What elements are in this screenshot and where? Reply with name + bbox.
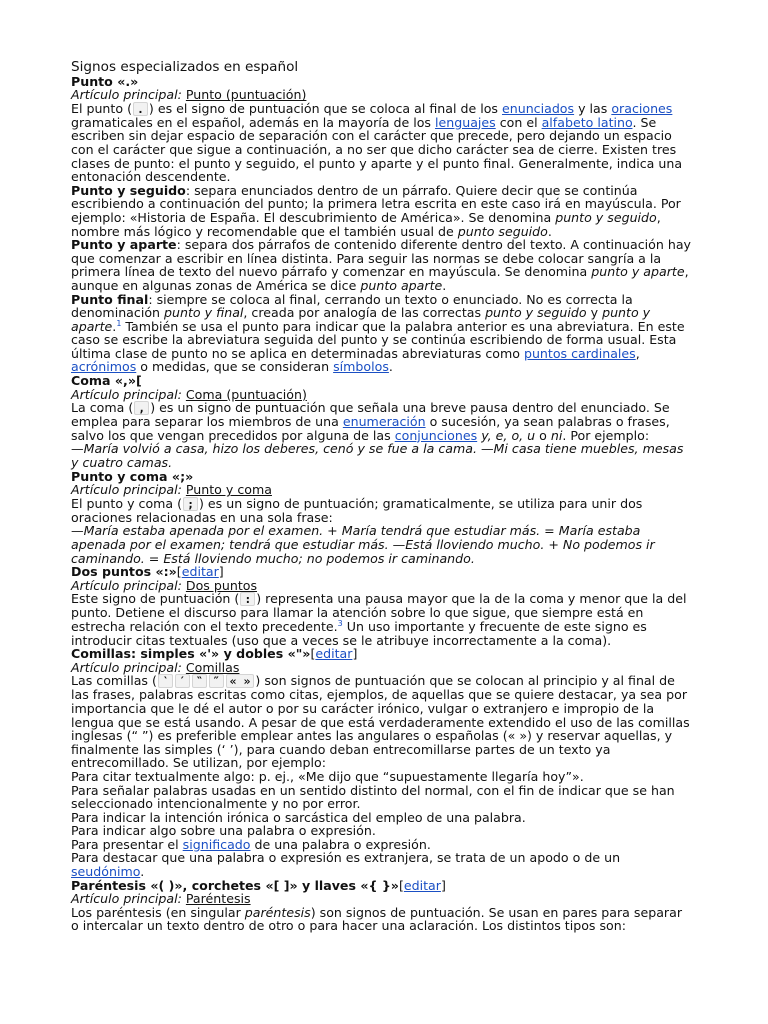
paragraph-punto-y-coma: El punto y coma ( ; ) es un signo de puntuación; gramaticalmente, se utiliza para unir dos oraciones relacionadas en una sola frase:: [71, 495, 643, 525]
glyph-comilla-5: « »: [226, 674, 255, 688]
link-significado[interactable]: significado: [182, 836, 251, 852]
glyph-coma: ,: [134, 401, 149, 415]
link-oraciones[interactable]: oraciones: [611, 100, 673, 116]
main-article-parentesis: Artículo principal: Paréntesis: [71, 891, 251, 907]
list-item: Para indicar algo sobre una palabra o expresión.: [71, 823, 376, 839]
heading-punto: Punto «.»: [71, 73, 139, 89]
main-article-punto-y-coma: Artículo principal: Punto y coma: [71, 482, 272, 498]
main-article-punto: [71, 88, 691, 102]
edit-link-comillas[interactable]: editar: [315, 646, 353, 662]
list-item: Para presentar el significado de una palabra o expresión.: [71, 836, 431, 852]
paragraph-comillas: Las comillas ( ‵ ′ ‶ ″ « » ) son signos de puntuación que se colocan al principio y al final de las frases, palabras escritas como citas, ejemplos, de aquellas que se quiere destacar, ya sea por importancia que le dé el autor o por su carácter irónico, vulgar o extranjero e impropio de la lengua que se está usando. A pesar de que está verdaderamente extendido el uso de las comillas inglesas (“ ”) es preferible emplear antes las angulares o españolas (« ») y reservar aquellas, y finalmente las simples (‘ ’), para cuando deban entrecomillarse partes de un texto ya entrecomillado. Se utilizan, por ejemplo:: [71, 673, 690, 771]
footnote-ref[interactable]: 1: [116, 318, 122, 328]
main-article-coma: Artículo principal: Coma (puntuación): [71, 386, 307, 402]
link-simbolos[interactable]: símbolos: [333, 359, 389, 375]
paragraph-dos-puntos: Este signo de puntuación ( : ) representa una pausa mayor que la de la coma y menor que la del punto. Detiene el discurso para llamar la atención sobre lo que sigue, que siempre está en estrecha relación con el texto precedente.$^3$ Un uso importante y frecuente de este signo es introducir citas textuales (uso que a veces se le atribuye incorrectamente a la coma).: [71, 591, 687, 648]
link-seudonimo[interactable]: seudónimo: [71, 864, 141, 880]
list-item: Para citar textualmente algo: p. ej., «Me dijo que “supuestamente llegaría hoy”».: [71, 768, 584, 784]
list-item: Para indicar la intención irónica o sarcástica del empleo de una palabra.: [71, 809, 526, 825]
link-parentesis[interactable]: Paréntesis: [185, 891, 251, 907]
paragraph-parentesis: Los paréntesis (en singular paréntesis) son signos de puntuación. Se usan en pares para separar o intercalar un texto dentro de otro o para hacer una aclaración. Los distintos tipos son:: [71, 904, 683, 934]
link-punto-y-coma[interactable]: Punto y coma: [185, 482, 272, 498]
paragraph-coma: La coma ( , ) es un signo de puntuación que señala una breve pausa dentro del enunciado. Se emplea para separar los miembros de una enumeración o sucesión, ya sean palabras o frases, salvo los que vengan precedidos por alguna de las conjunciones y, e, o, u o ni. Por ejemplo:: [71, 400, 670, 443]
heading-punto-y-coma: Punto y coma «;»: [71, 468, 194, 484]
main-article-label: Artículo principal:: [71, 87, 182, 103]
link-dos-puntos[interactable]: Dos puntos: [185, 577, 258, 593]
main-article-dos-puntos: Artículo principal: Dos puntos: [71, 577, 258, 593]
link-conjunciones[interactable]: conjunciones: [394, 427, 478, 443]
heading-parentesis: Paréntesis «( )», corchetes «[ ]» y llaves «{ }»[editar]: [71, 877, 446, 893]
edit-link-parentesis[interactable]: editar: [403, 877, 441, 893]
link-puntos-cardinales[interactable]: puntos cardinales: [523, 345, 636, 361]
footnote-ref[interactable]: 3: [337, 618, 343, 628]
page-title: Signos especializados en español: [71, 59, 299, 75]
heading-coma: Coma «,»[: [71, 373, 142, 389]
example-punto-y-coma: —María estaba apenada por el examen. + María tendrá que estudiar más. = María estaba apenada por el examen; tendrá que estudiar más. —Está lloviendo mucho. + No podemos ir caminando. = Está lloviendo mucho; no podemos ir caminando.: [71, 523, 655, 566]
link-comillas[interactable]: Comillas: [185, 659, 240, 675]
glyph-dos-puntos: :: [240, 592, 255, 606]
glyph-comilla-1: ‵: [158, 674, 173, 688]
link-punto-puntuacion[interactable]: Punto (puntuación): [185, 87, 307, 103]
list-item: Para señalar palabras usadas en un sentido distinto del normal, con el fin de indicar que se han seleccionado intencionalmente y no por error.: [71, 782, 675, 812]
glyph-punto-y-coma: ;: [183, 497, 198, 511]
document: [71, 61, 691, 933]
glyph-punto: .: [133, 102, 148, 116]
main-article-comillas: Artículo principal: Comillas: [71, 659, 240, 675]
link-enunciados[interactable]: enunciados: [501, 100, 575, 116]
link-coma-puntuacion[interactable]: Coma (puntuación): [185, 386, 307, 402]
link-alfabeto-latino[interactable]: alfabeto latino: [541, 114, 633, 130]
edit-link-dos-puntos[interactable]: editar: [181, 564, 219, 580]
heading-comillas: Comillas: simples «'» y dobles «"»[editar]: [71, 646, 358, 662]
paragraph-punto-aparte: Punto y aparte: separa dos párrafos de contenido diferente dentro del texto. A continuación hay que comenzar a escribir en línea distinta. Para seguir las normas se debe colocar sangría a la primera línea de texto del nuevo párrafo y comenzar en mayúscula. Se denomina punto y aparte, aunque en algunas zonas de América se dice punto aparte.: [71, 237, 691, 293]
example-coma: —María volvió a casa, hizo los deberes, cenó y se fue a la cama. —Mi casa tiene muebles, mesas y cuatro camas.: [71, 441, 684, 471]
glyph-comilla-3: ‶: [192, 674, 207, 688]
link-acronimos[interactable]: acrónimos: [71, 359, 137, 375]
paragraph-punto: El punto ( . ) es el signo de puntuación que se coloca al final de los enunciados y las oraciones gramaticales en el español, además en la mayoría de los lenguajes con el alfabeto latino. Se escriben sin dejar espacio de separación con el carácter que precede, pero dejando un espacio con el carácter que sigue a continuación, a no ser que dicho carácter sea de cierre. Existen tres clases de punto: el punto y seguido, el punto y aparte y el punto final. Generalmente, indica una entonación descendente.: [71, 100, 683, 185]
link-lenguajes[interactable]: lenguajes: [434, 114, 496, 130]
paragraph-punto-final: Punto final: siempre se coloca al final, cerrando un texto o enunciado. No es correcta la denominación punto y final, creada por analogía de las correctas punto y seguido y punto y aparte.$^1$ También se usa el punto para indicar que la palabra anterior es una abreviatura. En este caso se escribe la abreviatura seguida del punto y se continúa escribiendo de forma usual. Esta última clase de punto no se aplica en determinadas abreviaturas como puntos cardinales, acrónimos o medidas, que se consideran símbolos.: [71, 291, 685, 375]
list-item: Para destacar que una palabra o expresión es extranjera, se trata de un apodo o de un seudónimo.: [71, 850, 621, 880]
glyph-comilla-2: ′: [175, 674, 190, 688]
link-enumeracion[interactable]: enumeración: [342, 414, 426, 430]
paragraph-punto-seguido: Punto y seguido: separa enunciados dentro de un párrafo. Quiere decir que se continúa escribiendo a continuación del punto; la primera letra escrita en este caso irá en mayúscula. Por ejemplo: «Historia de España. El descubrimiento de América». Se denomina punto y seguido, nombre más lógico y recomendable que el también usual de punto seguido.: [71, 182, 681, 239]
glyph-comilla-4: ″: [209, 674, 224, 688]
heading-dos-puntos: Dos puntos «:»[editar]: [71, 564, 224, 580]
